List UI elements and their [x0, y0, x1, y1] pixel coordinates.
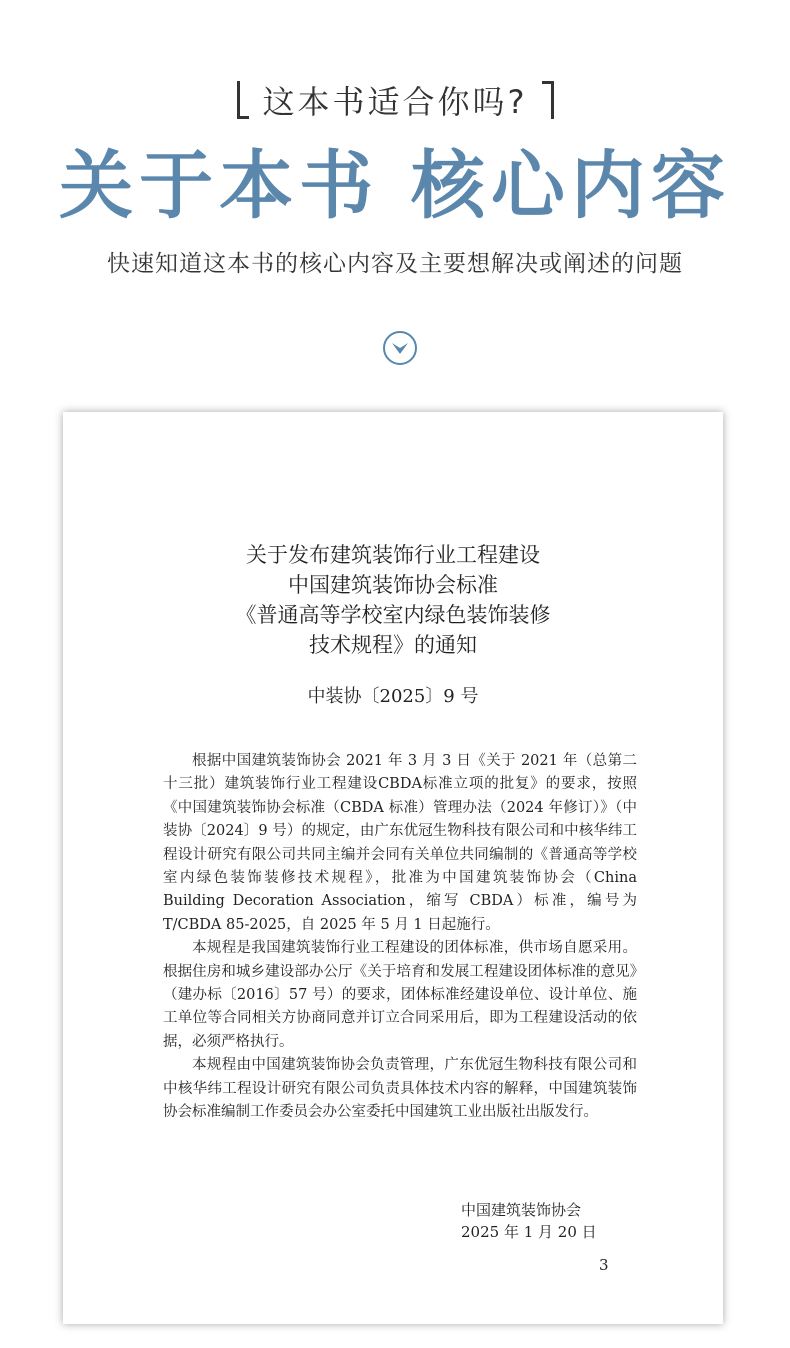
- document-number: 中装协〔2025〕9 号: [307, 686, 479, 707]
- document-title-line: 关于发布建筑装饰行业工程建设: [246, 543, 540, 567]
- document-title-line: 《普通高等学校室内绿色装饰装修: [235, 603, 551, 627]
- signature-organization: 中国建筑装饰协会: [461, 1201, 582, 1219]
- left-bracket-decoration: [237, 81, 249, 119]
- header-subtitle-text: 这本书适合你吗?: [262, 83, 528, 121]
- header-subtitle: [0, 78, 790, 122]
- document-paragraph: 本规程由中国建筑装饰协会负责管理，广东优冠生物科技有限公司和中核华纬工程设计研究有限公司负责具体技术内容的解释，中国建筑装饰协会标准编制工作委员会办公室委托中国建筑工业出版社出版发行。: [163, 1057, 637, 1121]
- chevron-down-circle-icon[interactable]: [382, 330, 418, 366]
- document-paragraph: 本规程是我国建筑装饰行业工程建设的团体标准，供市场自愿采用。根据住房和城乡建设部办公厅《关于培育和发展工程建设团体标准的意见》（建办标〔2016〕57 号）的要求，团体标准经建设单位、设计单位、施工单位等合同相关方协商同意并订立合同采用后，即为工程建设活动的依据，必须严格执行。: [163, 940, 637, 1050]
- document-title-line: 中国建筑装饰协会标准: [288, 573, 498, 597]
- document-paragraph: 根据中国建筑装饰协会 2021 年 3 月 3 日《关于 2021 年（总第二十三批）建筑装饰行业工程建设CBDA标准立项的批复》的要求，按照《中国建筑装饰协会标准（CBDA 标准）管理办法（2024 年修订）》（中装协〔2024〕9 号）的规定，由广东优冠生物科技有限公司和中核华纬工程设计研究有限公司共同主编并会同有关单位共同编制的《普通高等学校室内绿色装饰装修技术规程》，批准为中国建筑装饰协会（China Building Decoration Association，缩写 CBDA）标准，编号为 T/CBDA 85-2025，自 2025 年 5 月 1 日起施行。: [163, 753, 637, 933]
- document-title-line: 技术规程》的通知: [309, 633, 477, 657]
- signature-date: 2025 年 1 月 20 日: [461, 1223, 597, 1241]
- right-bracket-decoration: [542, 81, 554, 119]
- document-page: [63, 412, 723, 1324]
- document-body: [163, 750, 637, 1125]
- page-title: 关于本书 核心内容: [59, 143, 731, 229]
- page-description: 快速知道这本书的核心内容及主要想解决或阐述的问题: [107, 251, 683, 277]
- document-title: [63, 540, 723, 660]
- page-number: 3: [599, 1256, 609, 1274]
